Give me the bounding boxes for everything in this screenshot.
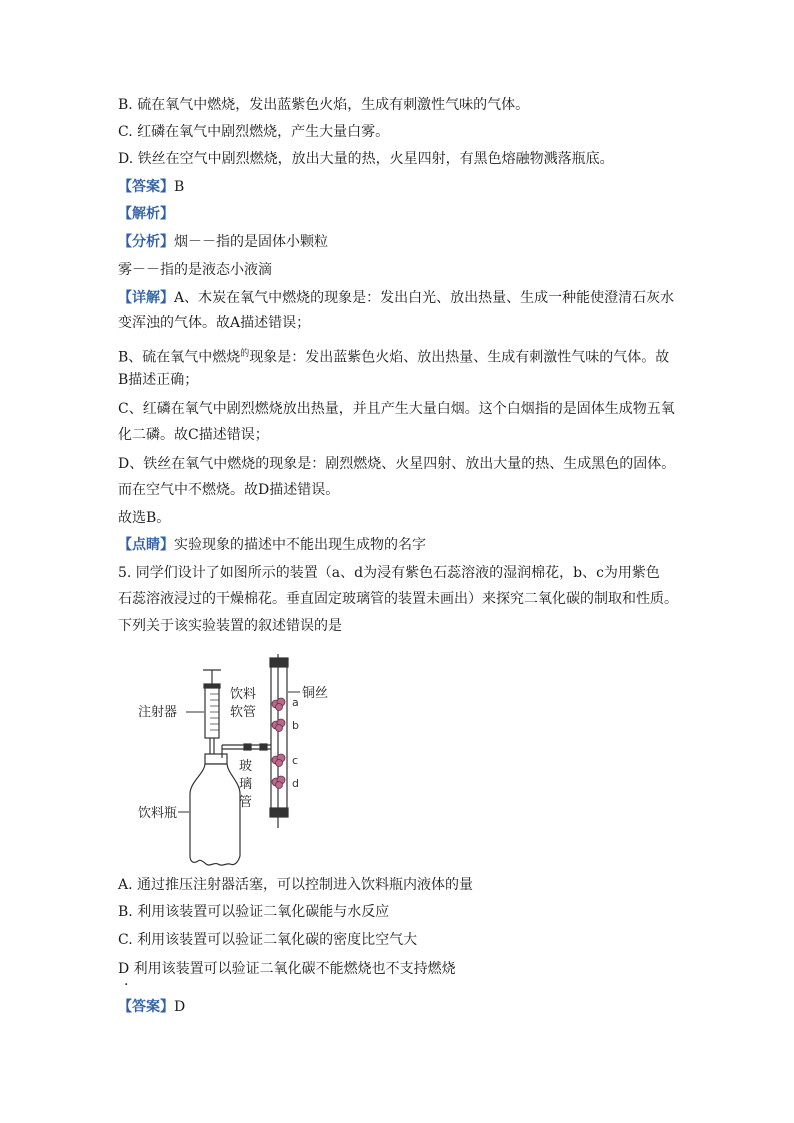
answer-2-value: D (174, 999, 186, 1015)
syringe-drawing (203, 670, 221, 758)
xiangjie-label: 【详解】 (118, 290, 174, 306)
glass-tube-drawing (270, 654, 288, 828)
label-syringe: 注射器 (138, 705, 178, 720)
xiangjie-c-line-1: C、红磷在氧气中剧烈燃烧放出热量，并且产生大量白烟。这个白烟指的是固体生成物五氧 (118, 401, 675, 417)
analysis-heading (118, 205, 678, 223)
xiangjie-b-post: 现象是：发出蓝紫色火焰、放出热量、生成有刺激性气味的气体。故 (249, 349, 670, 366)
label-glass-1: 玻 (239, 759, 253, 774)
xiangjie-d-line-1: D、铁丝在氧气中燃烧的现象是：剧烈燃烧、火星四射、放出大量的热、生成黑色的固体。 (118, 456, 676, 472)
conclusion: 故选B。 (118, 510, 171, 526)
label-hose-2: 软管 (230, 705, 257, 720)
label-c: c (292, 754, 299, 767)
fenxi-label: 【分析】 (118, 234, 174, 250)
question-5-line-1: 5. 同学们设计了如图所示的装置（a、d为浸有紫色石蕊溶液的湿润棉花，b、c为用紫色 (118, 565, 660, 581)
option-5-c: C. 利用该装置可以验证二氧化碳的密度比空气大 (118, 932, 418, 948)
label-a: a (292, 696, 299, 709)
answer-label: 【答案】 (118, 179, 174, 195)
cotton-a (272, 698, 285, 711)
answer-2-label: 【答案】 (118, 999, 174, 1015)
label-wire: 铜丝 (302, 686, 329, 701)
option-5-b: B. 利用该装置可以验证二氧化碳能与水反应 (118, 904, 390, 920)
option-c-top: C. 红磷在氧气中剧烈燃烧，产生大量白雾。 (118, 124, 390, 140)
fenxi-text: 烟－－指的是固体小颗粒 (174, 234, 328, 250)
label-d: d (292, 777, 299, 790)
answer-2 (118, 998, 678, 1016)
option-d-top: D. 铁丝在空气中剧烈燃烧，放出大量的热，火星四射，有黑色熔融物溅落瓶底。 (118, 151, 614, 167)
dianjing-text: 实验现象的描述中不能出现生成物的名字 (174, 537, 426, 553)
xiangjie-b-line-1 (118, 345, 678, 367)
dianjing-label: 【点睛】 (118, 537, 174, 553)
fenxi-line-1 (118, 233, 678, 251)
xiangjie-d-line-2: 而在空气中不燃烧。故D描述错误。 (118, 482, 340, 498)
cotton-d (272, 776, 285, 789)
answer-1 (118, 178, 678, 196)
xiangjie-c-line-2: 化二磷。故C描述错误； (118, 427, 269, 443)
xiangjie-b-pre: B、硫在氧气中燃烧 (118, 349, 241, 366)
hose-drawing (222, 744, 271, 758)
cotton-b (272, 719, 285, 732)
bottle-drawing (190, 754, 240, 865)
cotton-c (272, 754, 285, 767)
question-5-line-2: 石蕊溶液浸过的干燥棉花。垂直固定玻璃管的装置未画出）来探究二氧化碳的制取和性质。 (118, 591, 678, 607)
xiangjie-a-text: A、木炭在氧气中燃烧的现象是：发出白光、放出热量、生成一种能使澄清石灰水 (174, 290, 675, 306)
answer-value: B (174, 179, 185, 195)
xiangjie-b-line-2: B描述正确； (118, 372, 199, 388)
label-hose-1: 饮料 (230, 687, 257, 702)
question-5-line-3: 下列关于该实验装置的叙述错误的是 (118, 618, 342, 634)
analysis-label: 【解析】 (118, 206, 174, 222)
option-5-d-dot: . (124, 973, 129, 989)
xiangjie-b-sup: 的 (240, 349, 250, 359)
label-bottle: 饮料瓶 (138, 806, 178, 821)
option-5-d: D 利用该装置可以验证二氧化碳不能燃烧也不支持燃烧 (118, 961, 456, 977)
label-b: b (292, 719, 299, 732)
fenxi-line-2: 雾－－指的是液态小液滴 (118, 262, 272, 278)
label-glass-3: 管 (239, 795, 253, 810)
label-glass-2: 璃 (239, 777, 253, 792)
option-b-top: B. 硫在氧气中燃烧，发出蓝紫色火焰，生成有刺激性气味的气体。 (118, 97, 530, 113)
xiangjie-a-line-2: 变浑浊的气体。故A描述错误； (118, 315, 311, 331)
xiangjie-a-line-1 (118, 289, 678, 307)
dianjing (118, 536, 678, 554)
option-5-a: A. 通过推压注射器活塞，可以控制进入饮料瓶内液体的量 (118, 877, 474, 893)
apparatus-figure (138, 650, 368, 868)
